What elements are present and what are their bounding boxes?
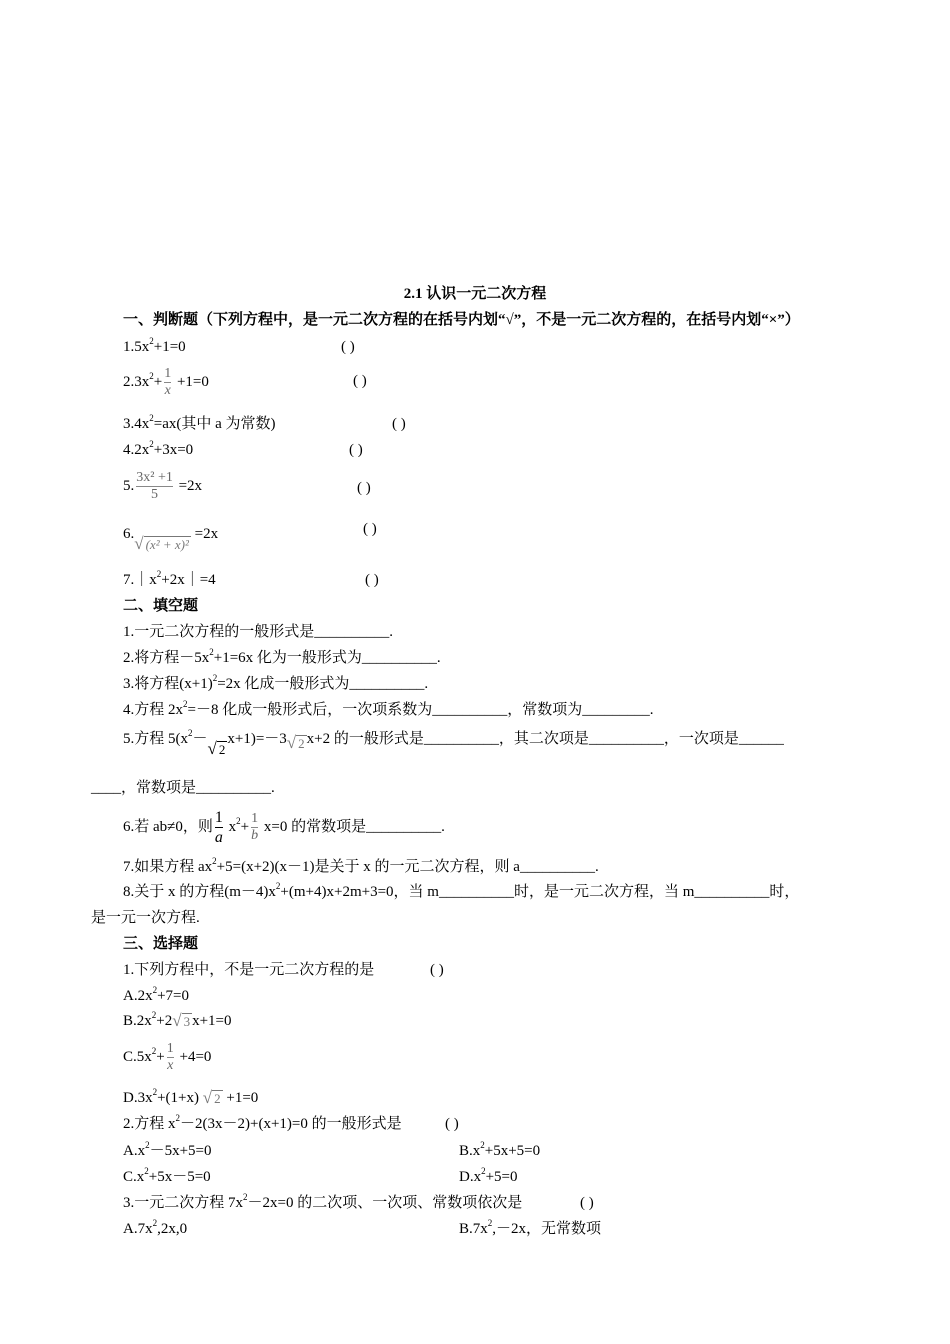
section-2-heading: 二、填空题: [123, 598, 199, 614]
choice-paren-2[interactable]: ( ): [445, 1116, 459, 1132]
choice-paren-3[interactable]: ( ): [580, 1195, 594, 1211]
fraction: $\frac{\text{3x² +1}}{5}$: [136, 470, 173, 503]
answer-paren-6[interactable]: ( ): [363, 521, 377, 537]
fill-question-8: 8.关于 x 的方程$(m-4)x^2+(m+4)x+2m+3=0$，当 m__________时，是一元二次方程，当 m__________时，: [123, 881, 800, 900]
choice-question-2: 2.方程 $x^2-2(3x-2)+(x+1)=0$ 的一般形式是: [123, 1113, 402, 1132]
choice-question-3: 3.一元二次方程 $7x^2-2x=0$ 的二次项、一次项、常数项依次是: [123, 1192, 523, 1211]
answer-paren-2[interactable]: ( ): [353, 373, 367, 389]
page-title: 2.1 认识一元二次方程: [403, 286, 547, 302]
choice-2-option-c[interactable]: $C.x^2+5x-5=0$: [123, 1166, 211, 1185]
choice-1-option-c[interactable]: $C.5x^2+$ $\frac{1}{x}$ +4=0: [123, 1041, 212, 1074]
square-root: √ 2: [202, 1088, 221, 1108]
fraction: $\frac{1}{x}$: [164, 366, 172, 398]
fill-question-5: 5.方程 $5(x^2-√$ 2x+1)=－3√ 2 x+2 的一般形式是__________，其二次项是__________，一次项是______: [123, 727, 784, 752]
fill-question-3: 3.将方程$(x+1)^2=2x$ 化成一般形式为__________.: [123, 673, 429, 692]
judge-item-3: $3.4x^2=ax$(其中 a 为常数): [123, 413, 276, 432]
judge-item-6: 6.√ (x² + x)² =2x: [123, 516, 218, 553]
fraction: $\frac{1}{b}$: [251, 811, 259, 844]
square-root: √ 2: [286, 733, 305, 753]
fill-question-1: 1.一元二次方程的一般形式是__________.: [123, 624, 394, 640]
judge-item-2: $2.3x^2+$ $\frac{1}{x}$ +1=0: [123, 366, 209, 398]
choice-2-option-b[interactable]: $B.x^2+5x+5=0$: [459, 1140, 541, 1159]
choice-1-option-a[interactable]: $A.2x^2+7=0$: [123, 985, 190, 1004]
answer-paren-7[interactable]: ( ): [365, 572, 379, 588]
choice-1-option-d[interactable]: $D.3x^2+(1+x)$ √ 2 +1=0: [123, 1087, 259, 1108]
section-1-heading: 一、判断题（下列方程中，是一元二次方程的在括号内划“√”，不是一元二次方程的，在括号内划“×”）: [123, 312, 800, 328]
judge-item-1: $1.5x^2+1=0$: [123, 336, 186, 355]
fill-question-6: 6.若 ab≠0，则 $\frac{1}{a}$ $x^2+$ $\frac{1}{b}$ x=0 的常数项是__________.: [123, 809, 445, 847]
judge-item-5: 5. $\frac{\text{3x² +1}}{5}$ =2x: [123, 470, 203, 503]
fill-question-8-cont: 是一元一次方程.: [91, 910, 200, 926]
choice-3-option-b[interactable]: $B.7x^2,-2x$，无常数项: [459, 1218, 602, 1237]
fill-question-5-cont: ____，常数项是__________.: [91, 780, 275, 796]
answer-paren-3[interactable]: ( ): [392, 416, 406, 432]
square-root: √ 3: [172, 1011, 191, 1031]
fraction: $\frac{1}{x}$: [166, 1041, 174, 1074]
choice-paren-1[interactable]: ( ): [430, 962, 444, 978]
fill-question-4: 4.方程 $2x^2=-8$ 化成一般形式后，一次项系数为__________，常数项为_________.: [123, 699, 654, 718]
choice-1-option-b[interactable]: $B.2x^2+2√$ 3 x+1=0: [123, 1010, 232, 1031]
choice-3-option-a[interactable]: $A.7x^2,2x,0$: [123, 1218, 188, 1237]
answer-paren-1[interactable]: ( ): [341, 339, 355, 355]
choice-2-option-a[interactable]: $A.x^2-5x+5=0$: [123, 1140, 212, 1159]
choice-question-1: 1.下列方程中，不是一元二次方程的是: [123, 962, 375, 978]
square-root: √ 2: [207, 739, 226, 759]
section-3-heading: 三、选择题: [123, 936, 199, 952]
square-root: √ (x² + x)²: [134, 534, 189, 554]
fill-question-2: 2.将方程$-5x^2+1=6x$ 化为一般形式为__________.: [123, 647, 441, 666]
answer-paren-4[interactable]: ( ): [349, 442, 363, 458]
answer-paren-5[interactable]: ( ): [357, 480, 371, 496]
judge-item-7: $7.|x^2+2x|=4$: [123, 569, 216, 588]
judge-item-4: $4.2x^2+3x=0$: [123, 439, 194, 458]
choice-2-option-d[interactable]: $D.x^2+5=0$: [459, 1166, 518, 1185]
fill-question-7: 7.如果方程 $ax^2+5=(x+2)(x-1)$是关于 x 的一元二次方程，则 a__________.: [123, 856, 599, 875]
fraction: $\frac{1}{a}$: [214, 809, 223, 847]
